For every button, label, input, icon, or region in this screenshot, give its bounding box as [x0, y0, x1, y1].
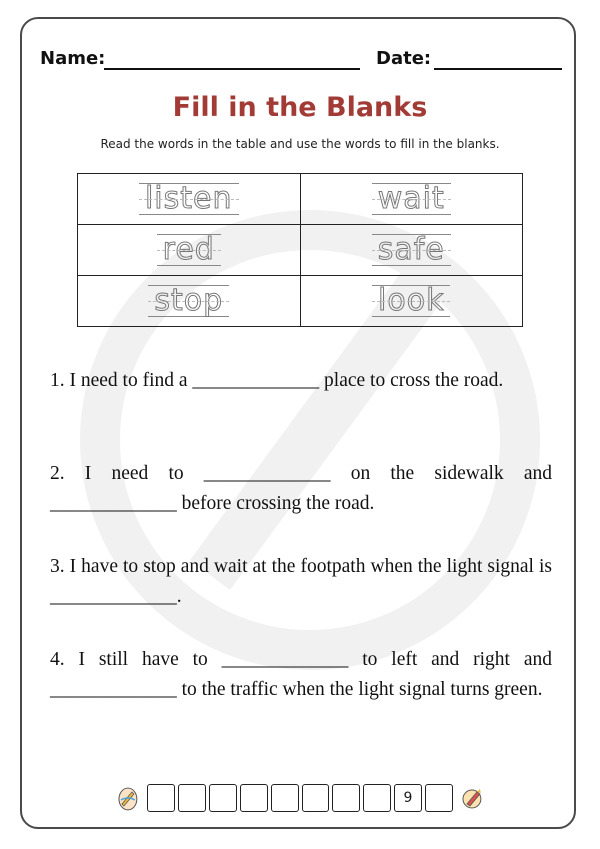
table-cell — [300, 225, 523, 276]
question-2: 2. I need to _____________ on the sidewalk and _____________ before crossing the road. — [50, 463, 552, 514]
question-4: 4. I still have to _____________ to left and right and _____________ to the traffic when the light signal turns green. — [50, 649, 552, 700]
trace-word: look — [372, 285, 450, 317]
table-row — [78, 174, 523, 225]
page-box — [147, 784, 175, 812]
page-number: 9 — [394, 784, 422, 812]
table-cell — [300, 174, 523, 225]
table-cell — [78, 276, 301, 327]
name-field[interactable] — [104, 68, 360, 70]
egg-pencil-icon — [116, 784, 140, 812]
date-field[interactable] — [434, 68, 562, 70]
instructions: Read the words in the table and use the words to fill in the blanks. — [100, 137, 500, 151]
trace-word: red — [157, 234, 221, 266]
page-box — [332, 784, 360, 812]
page-box — [178, 784, 206, 812]
page-box — [302, 784, 330, 812]
page-box — [240, 784, 268, 812]
trace-word: wait — [372, 183, 451, 215]
question-3: 3. I have to stop and wait at the footpath when the light signal is _____________. — [50, 556, 552, 607]
name-date-row — [40, 46, 562, 76]
pencil-badge-icon — [460, 784, 484, 812]
trace-word: listen — [139, 183, 239, 215]
page-box — [271, 784, 299, 812]
table-cell — [78, 225, 301, 276]
trace-word: safe — [372, 234, 451, 266]
name-label: Name: — [40, 48, 106, 69]
table-cell — [78, 174, 301, 225]
word-table — [77, 173, 523, 327]
page-box — [363, 784, 391, 812]
table-row — [78, 276, 523, 327]
trace-word: stop — [148, 285, 229, 317]
question-1: 1. I need to find a _____________ place to cross the road. — [50, 370, 504, 391]
page-number-strip — [110, 781, 490, 815]
table-cell — [300, 276, 523, 327]
page-box — [209, 784, 237, 812]
date-label: Date: — [376, 48, 432, 69]
table-row — [78, 225, 523, 276]
page-box — [425, 784, 453, 812]
page-title: Fill in the Blanks — [172, 92, 428, 123]
